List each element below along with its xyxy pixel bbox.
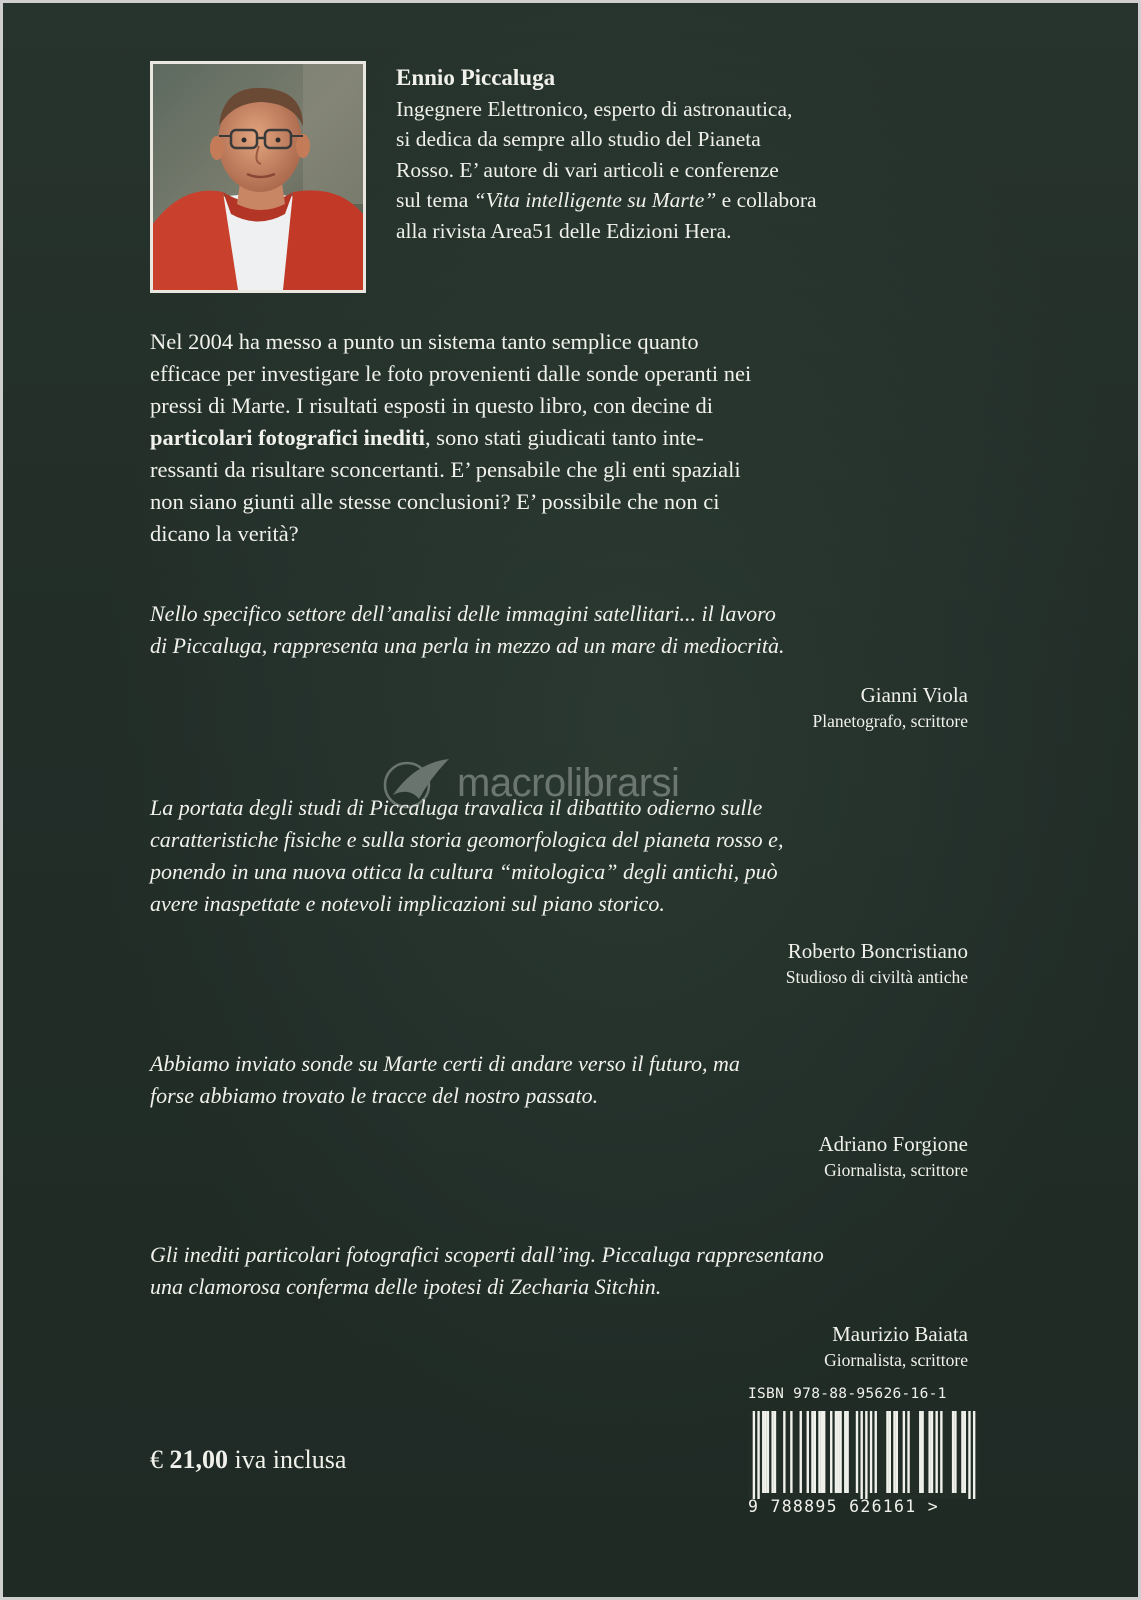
review-quote	[150, 1239, 993, 1303]
barcode-bar	[896, 1411, 898, 1493]
barcode-bar	[928, 1411, 930, 1493]
barcode-bar	[814, 1411, 816, 1493]
barcode-bar	[940, 1411, 942, 1493]
paragraph-line-text: ressanti da risultare sconcertanti. E’ pensabile che gli enti spaziali	[150, 457, 741, 482]
paragraph-line-text	[150, 422, 704, 454]
barcode-bar	[757, 1411, 759, 1499]
paragraph-line	[150, 422, 993, 454]
barcode-bars	[748, 1411, 980, 1499]
paragraph-line-text: pressi di Marte. I risultati esposti in questo libro, con decine di	[150, 393, 714, 418]
barcode-bar	[753, 1411, 755, 1499]
price-amount: 21,00	[169, 1445, 228, 1474]
bio-line-suffix: e collabora	[716, 188, 817, 212]
barcode-bar	[844, 1411, 846, 1493]
barcode-bar	[954, 1411, 956, 1493]
author-photo	[150, 61, 366, 293]
barcode-bar	[764, 1411, 766, 1493]
reviewer-role: Studioso di civiltà antiche	[785, 967, 968, 987]
paragraph-line	[150, 486, 993, 518]
reviewer-role: Giornalista, scrittore	[824, 1350, 968, 1370]
ean-digits: 9 788895 626161 >	[748, 1497, 939, 1516]
bio-line: Rosso. E’ autore di vari articoli e conferenze	[396, 157, 779, 182]
bio-italic-title: “Vita intelligente su Marte”	[473, 188, 717, 212]
author-name: Ennio Piccaluga	[396, 65, 556, 90]
barcode-bar	[961, 1411, 963, 1493]
barcode-bar	[973, 1411, 975, 1499]
barcode-bar	[807, 1411, 809, 1493]
barcode-background	[748, 1411, 980, 1499]
barcode-bar	[865, 1411, 867, 1499]
barcode-bar	[935, 1411, 937, 1493]
price-label	[150, 1443, 346, 1477]
barcode-bar	[875, 1411, 877, 1493]
review-quote	[150, 598, 993, 662]
reviewer-name: Maurizio Baiata	[832, 1322, 968, 1346]
barcode-bar	[790, 1411, 792, 1493]
barcode-bar	[821, 1411, 823, 1493]
quote-attribution	[824, 1321, 968, 1373]
barcode-bar	[893, 1411, 895, 1493]
barcode-bar	[968, 1411, 970, 1499]
quote-line: una clamorosa conferma delle ipotesi di Zecharia Sitchin.	[150, 1274, 662, 1299]
paragraph-line-text: efficace per investigare le foto provenienti dalle sonde operanti nei	[150, 361, 752, 386]
paragraph-line	[150, 358, 993, 390]
barcode-bar	[839, 1411, 841, 1493]
barcode-bar	[907, 1411, 909, 1493]
bio-line	[396, 185, 996, 216]
barcode-bar	[870, 1411, 872, 1493]
bio-line: alla rivista Area51 delle Edizioni Hera.	[396, 218, 732, 243]
quote-line: Gli inediti particolari fotografici scoperti dall’ing. Piccaluga rappresentano	[150, 1242, 824, 1267]
watermark-text: macrolibrarsi	[457, 760, 680, 805]
author-bio	[396, 63, 996, 246]
currency-symbol: €	[150, 1445, 163, 1474]
barcode-bar	[919, 1411, 921, 1493]
barcode-bar	[964, 1411, 966, 1493]
barcode-bar	[818, 1411, 820, 1493]
reviewer-name: Roberto Boncristiano	[787, 939, 968, 963]
barcode-bar	[823, 1411, 825, 1493]
reviewer-role: Planetografo, scrittore	[812, 711, 968, 731]
quote-line: Abbiamo inviato sonde su Marte certi di andare verso il futuro, ma	[150, 1051, 740, 1076]
barcode-bar	[762, 1411, 764, 1493]
barcode-bar	[921, 1411, 923, 1493]
quote-line: avere inaspettate e notevoli implicazioni sul piano storico.	[150, 891, 665, 916]
barcode-bar	[952, 1411, 954, 1493]
paragraph-line	[150, 326, 993, 358]
quote-line: forse abbiamo trovato le tracce del nostro passato.	[150, 1083, 599, 1108]
paragraph-line	[150, 518, 993, 550]
paragraph-line-text: dicano la verità?	[150, 521, 299, 546]
barcode-bar	[846, 1411, 848, 1493]
barcode-bar	[800, 1411, 802, 1493]
reviewer-name: Adriano Forgione	[818, 1132, 968, 1156]
paragraph-line	[150, 454, 993, 486]
barcode-bar	[886, 1411, 888, 1493]
review-quote	[150, 1048, 993, 1112]
quote-line: Nello specifico settore dell’analisi delle immagini satellitari... il lavoro	[150, 601, 776, 626]
quote-line: La portata degli studi di Piccaluga travalica il dibattito odierno sulle	[150, 795, 763, 820]
quote-line: ponendo in una nuova ottica la cultura “mitologica” degli antichi, può	[150, 859, 778, 884]
paragraph-line-text: Nel 2004 ha messo a punto un sistema tanto semplice quanto	[150, 329, 699, 354]
barcode-bar	[837, 1411, 839, 1493]
barcode-bar	[835, 1411, 837, 1493]
price-suffix: iva inclusa	[234, 1445, 347, 1474]
barcode-bar	[931, 1411, 933, 1493]
quote-attribution	[812, 682, 968, 734]
barcode-bar	[889, 1411, 891, 1493]
barcode-bar	[856, 1411, 858, 1493]
isbn-barcode	[748, 1386, 985, 1523]
barcode-bar	[767, 1411, 769, 1493]
bio-line: Ingegnere Elettronico, esperto di astronautica,	[396, 96, 793, 121]
paragraph-line-text: non siano giunti alle stesse conclusioni? E’ possibile che non ci	[150, 489, 720, 514]
barcode-bar	[903, 1411, 905, 1493]
barcode-bar	[860, 1411, 862, 1499]
quote-line: di Piccaluga, rappresenta una perla in mezzo ad un mare di mediocrità.	[150, 633, 785, 658]
barcode-bar	[830, 1411, 832, 1493]
description-paragraph	[150, 326, 993, 550]
reviewer-name: Gianni Viola	[860, 683, 968, 707]
quote-attribution	[818, 1131, 968, 1183]
barcode-bar	[783, 1411, 785, 1493]
barcode-bar	[811, 1411, 813, 1493]
bio-line: si dedica da sempre allo studio del Pianeta	[396, 127, 761, 151]
reviewer-role: Giornalista, scrittore	[824, 1160, 968, 1180]
isbn-text: ISBN 978-88-95626-16-1	[748, 1386, 947, 1402]
barcode-bar	[771, 1411, 773, 1493]
quote-attribution	[786, 938, 968, 990]
barcode-bar	[774, 1411, 776, 1493]
highlight-text: particolari fotografici inediti	[150, 425, 425, 450]
paragraph-line	[150, 390, 993, 422]
quote-line: caratteristiche fisiche e sulla storia geomorfologica del pianeta rosso e,	[150, 827, 784, 852]
bio-line-prefix: sul tema	[396, 188, 474, 212]
paragraph-line-rest: , sono stati giudicati tanto inte-	[424, 425, 704, 450]
review-quote	[150, 792, 993, 920]
